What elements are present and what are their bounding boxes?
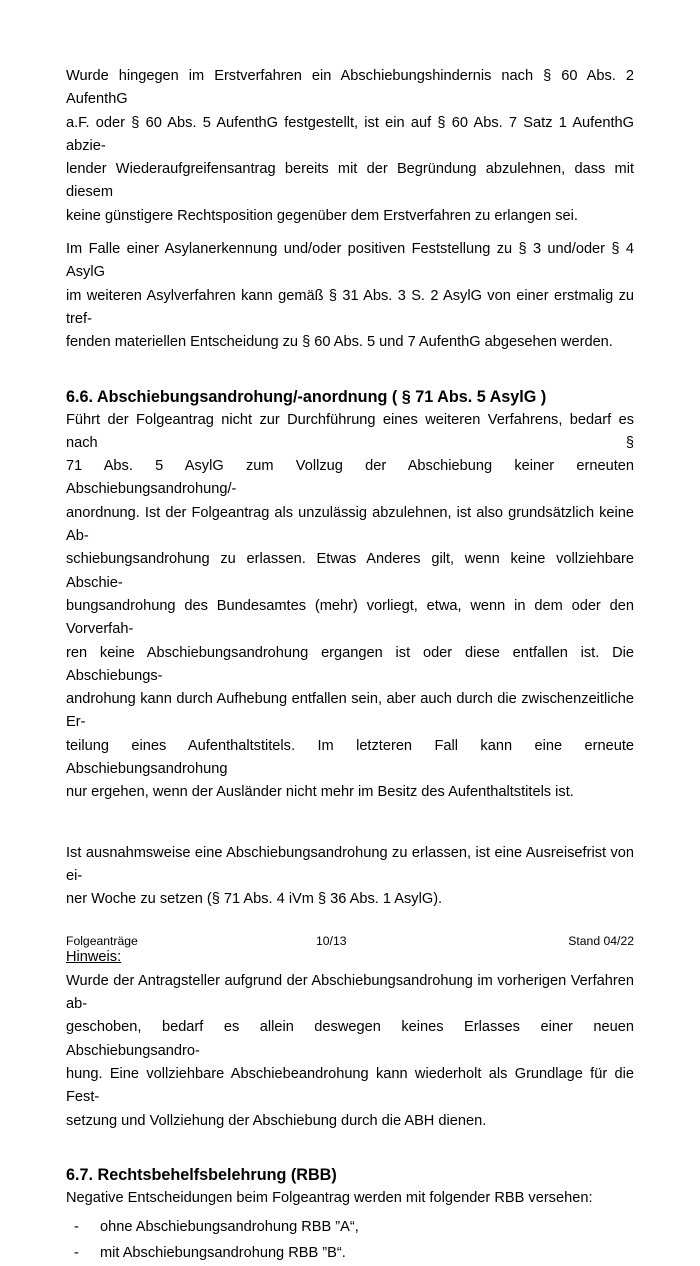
text-line: Wurde der Antragsteller aufgrund der Abschiebungsandrohung im vorherigen Verfahren ab- bbox=[66, 972, 634, 1013]
text-line: schiebungsandrohung zu erlassen. Etwas Anderes gilt, wenn keine vollziehbare Abschie- bbox=[66, 551, 634, 591]
text-line: Führt der Folgeantrag nicht zur Durchführung eines weiteren Verfahrens, bedarf es nach § bbox=[66, 411, 634, 451]
section-heading-6-6: 6.6. Abschiebungsandrohung/-anordnung ( § 71 Abs. 5 AsylG ) bbox=[66, 387, 547, 406]
text-line: Negative Entscheidungen beim Folgeantrag werden mit folgender RBB versehen: bbox=[66, 1189, 593, 1206]
rbb-list bbox=[66, 1214, 634, 1266]
text-line: anordnung. Ist der Folgeantrag als unzulässig abzulehnen, ist also grundsätzlich keine Ab- bbox=[66, 504, 634, 545]
text-line: ren keine Abschiebungsandrohung ergangen ist oder diese entfallen ist. Die Abschiebungs- bbox=[66, 644, 634, 684]
list-item bbox=[66, 1214, 634, 1240]
footer-document-title: Folgeanträge bbox=[66, 934, 138, 948]
footer-version: Stand 04/22 bbox=[568, 934, 634, 948]
list-dash: - bbox=[74, 1219, 79, 1236]
text-line: lender Wiederaufgreifensantrag bereits mit der Begründung abzulehnen, dass mit diesem bbox=[66, 161, 634, 201]
text-line: im weiteren Asylverfahren kann gemäß § 31 Abs. 3 S. 2 AsylG von einer erstmalig zu tref- bbox=[66, 287, 634, 327]
paragraph-rbb-intro bbox=[66, 1187, 634, 1210]
paragraph-folgeantrag bbox=[66, 409, 634, 805]
text-line: teilung eines Aufenthaltstitels. Im letzteren Fall kann eine erneute Abschiebungsandrohung bbox=[66, 737, 634, 778]
text-line: bungsandrohung des Bundesamtes (mehr) vorliegt, etwa, wenn in dem oder den Vorverfah- bbox=[66, 597, 634, 638]
paragraph-erstverfahren bbox=[66, 65, 634, 228]
text-line: geschoben, bedarf es allein deswegen keines Erlasses einer neuen Abschiebungsandro- bbox=[66, 1019, 634, 1059]
text-line: 71 Abs. 5 AsylG zum Vollzug der Abschiebung keiner erneuten Abschiebungsandrohung/- bbox=[66, 458, 634, 498]
text-line: hung. Eine vollziehbare Abschiebeandrohung kann wiederholt als Grundlage für die Fest- bbox=[66, 1065, 634, 1106]
text-line: Im Falle einer Asylanerkennung und/oder positiven Feststellung zu § 3 und/oder § 4 AsylG bbox=[66, 241, 634, 281]
text-line: setzung und Vollziehung der Abschiebung durch die ABH dienen. bbox=[66, 1112, 487, 1129]
list-dash: - bbox=[74, 1245, 79, 1262]
hinweis-text: Hinweis: bbox=[66, 948, 122, 965]
footer-page-number: 10/13 bbox=[316, 934, 347, 948]
text-line: androhung kann durch Aufhebung entfallen sein, aber auch durch die zwischenzeitliche Er- bbox=[66, 691, 634, 731]
page-content bbox=[66, 65, 634, 1266]
paragraph-ausreisefrist bbox=[66, 842, 634, 912]
page-footer bbox=[66, 934, 634, 952]
list-item-text: mit Abschiebungsandrohung RBB ”B“. bbox=[100, 1245, 346, 1262]
text-line: Wurde hingegen im Erstverfahren ein Abschiebungshindernis nach § 60 Abs. 2 AufenthG bbox=[66, 68, 634, 108]
text-line: fenden materiellen Entscheidung zu § 60 Abs. 5 und 7 AufenthG abgesehen werden. bbox=[66, 334, 613, 351]
text-line: Ist ausnahmsweise eine Abschiebungsandrohung zu erlassen, ist eine Ausreisefrist von ei- bbox=[66, 844, 634, 884]
text-line: nur ergehen, wenn der Ausländer nicht mehr im Besitz des Aufenthaltstitels ist. bbox=[66, 784, 574, 801]
list-item bbox=[66, 1240, 634, 1266]
text-line: a.F. oder § 60 Abs. 5 AufenthG festgestellt, ist ein auf § 60 Abs. 7 Satz 1 AufenthG abzie- bbox=[66, 114, 634, 154]
paragraph-hinweis bbox=[66, 970, 634, 1133]
paragraph-asylanerkennung bbox=[66, 238, 634, 354]
text-line: ner Woche zu setzen (§ 71 Abs. 4 iVm § 36 Abs. 1 AsylG). bbox=[66, 891, 443, 908]
text-line: keine günstigere Rechtsposition gegenüber dem Erstverfahren zu erlangen sei. bbox=[66, 207, 578, 224]
section-heading-6-7: 6.7. Rechtsbehelfsbelehrung (RBB) bbox=[66, 1165, 337, 1184]
list-item-text: ohne Abschiebungsandrohung RBB ”A“, bbox=[100, 1219, 359, 1236]
